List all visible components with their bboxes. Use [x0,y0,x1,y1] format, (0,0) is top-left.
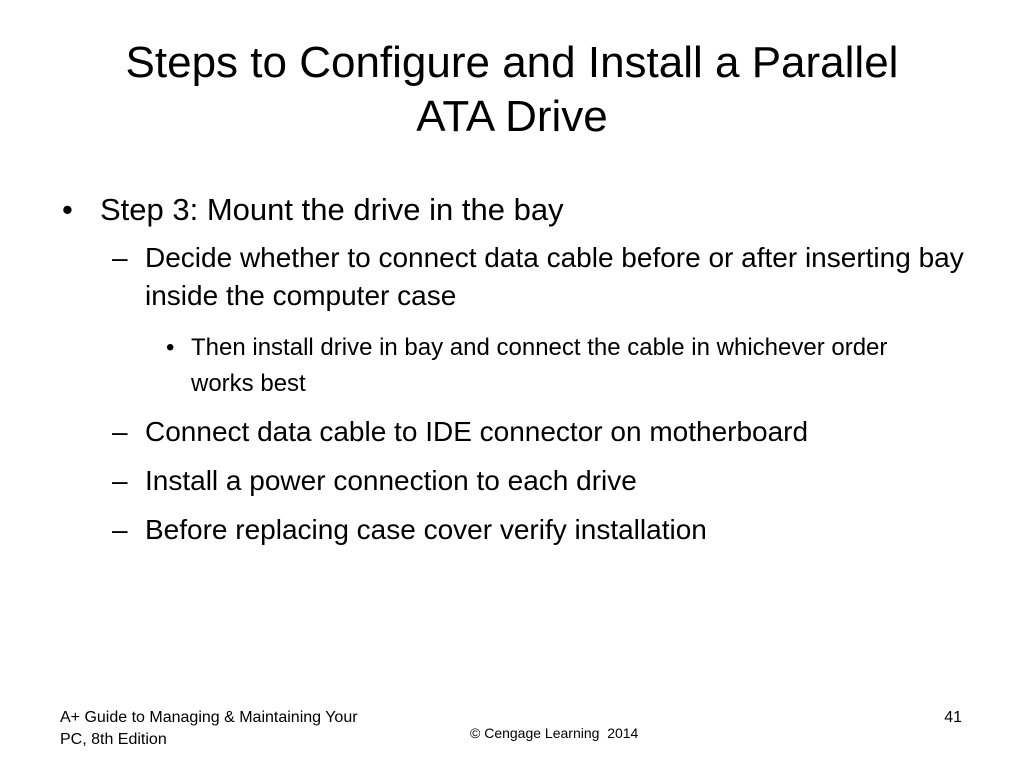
dash-marker: – [112,242,128,273]
dash-marker: – [112,465,128,496]
footer-book-title-line-2: PC, 8th Edition [60,731,167,748]
bullet-text: Then install drive in bay and connect the cable in whichever order works best [191,334,888,397]
slide-title [40,36,984,144]
bullet-level-3 [166,330,951,402]
footer-book-title-line-1: A+ Guide to Managing & Maintaining Your [60,709,358,726]
bullet-text: Install a power connection to each drive [145,465,637,496]
bullet-marker: • [62,192,73,227]
bullet-text: Step 3: Mount the drive in the bay [100,192,564,227]
slide-title-line-1: Steps to Configure and Install a Parallel [125,38,899,87]
bullet-level-1 [62,190,960,230]
bullet-marker: • [166,334,175,361]
slide-number: 41 [944,709,962,726]
slide-title-line-2: ATA Drive [416,92,608,141]
footer-book-title [60,707,460,751]
bullet-text: Connect data cable to IDE connector on motherboard [145,416,809,447]
bullet-level-2 [112,511,975,549]
bullet-level-2 [112,462,975,500]
bullet-text: Before replacing case cover verify installation [145,514,707,545]
bullet-text: Decide whether to connect data cable before or after inserting bay inside the computer case [145,242,964,311]
bullet-level-2 [112,413,975,451]
footer-copyright: © Cengage Learning 2014 [470,725,639,741]
dash-marker: – [112,514,128,545]
bullet-level-2 [112,239,975,315]
dash-marker: – [112,416,128,447]
